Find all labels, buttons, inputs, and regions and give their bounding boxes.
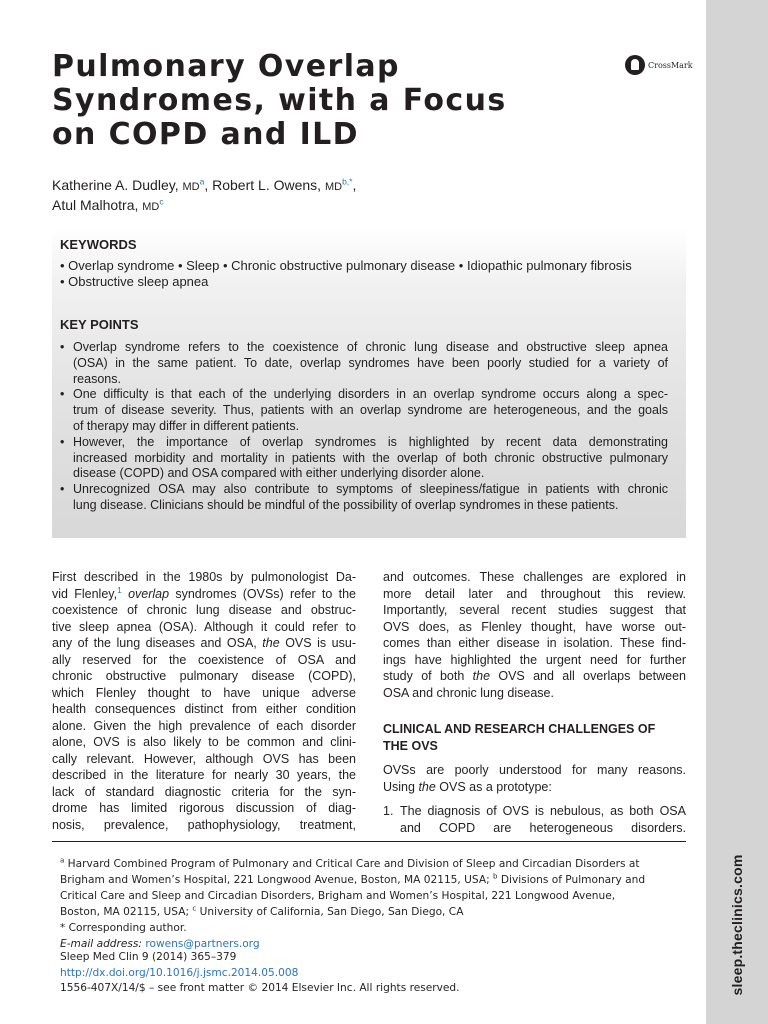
author-list bbox=[52, 176, 652, 216]
author-name: Robert L. Owens, bbox=[212, 177, 322, 193]
key-points-list bbox=[60, 340, 668, 514]
reference-link[interactable]: 1 bbox=[117, 584, 122, 595]
list-number: 1. bbox=[383, 804, 394, 818]
title-line: on COPD and ILD bbox=[52, 117, 359, 152]
author-degree: MD bbox=[182, 181, 200, 193]
journal-citation: Sleep Med Clin 9 (2014) 365–379 bbox=[60, 951, 237, 963]
numbered-list-item: 1. The diagnosis of OVS is nebulous, as both OSA and COPD are heterogeneous disorders. bbox=[383, 804, 686, 835]
key-point-item: • One difficulty is that each of the underlying disorders in an overlap syndrome occurs along a spec- trum of disease severity. Thus, patients with an overlap syndrome are heterogeneous, and the goals of therapy may differ in different patients. bbox=[60, 387, 668, 434]
author-affiliation-mark[interactable]: a bbox=[199, 176, 205, 187]
key-point-item: • However, the importance of overlap syndromes is highlighted by recent data demonstrating increased morbidity and mortality in patients with the overlap of both chronic obstructive pulmonary disease (COPD) and OSA compared with either underlying disorder alone. bbox=[60, 435, 668, 482]
affiliation-footnotes: $^a$ Harvard Combined Program of Pulmonary and Critical Care and Division of Sleep and Circadian Disorders at Brigham and Women’s Hospital, 221 Longwood Avenue, Boston, MA 02115, USA; $^b$ Divisions of Pulmonary and Critical Care and Sleep and Circadian Disorders, Brigham and Women’s Hospital, 221 Longwood Avenue, Boston, MA 02115, USA; $^c$ University of California, San Diego, San Diego, CA * Corresponding author. E-mail address: rowens@partners.org bbox=[60, 857, 680, 952]
author-line bbox=[52, 196, 652, 216]
title-line: Pulmonary Overlap bbox=[52, 49, 400, 84]
citation-block bbox=[60, 950, 460, 997]
crossmark-icon bbox=[625, 55, 645, 75]
author-degree: MD bbox=[324, 181, 343, 193]
author-affiliation-mark[interactable]: b,* bbox=[342, 176, 353, 187]
keywords-list bbox=[60, 258, 685, 290]
key-point-item: • Overlap syndrome refers to the coexistence of chronic lung disease and obstructive sleep apnea (OSA) in the same patient. To date, overlap syndromes have been poorly studied for a variety of reasons. bbox=[60, 340, 668, 387]
keywords-heading: KEYWORDS bbox=[60, 237, 137, 252]
crossmark-label: CrossMark bbox=[648, 60, 693, 70]
body-column-left: First described in the 1980s by pulmonologist Da- vid Flenley,$^1$ overlap syndromes (OVSs) refer to the coexistence of chronic lung disease and obstruc- tive sleep apnea (OSA). Although it could refer to any of the lung diseases and OSA, the OVS is usu- ally reserved for the coexistence of OSA and chronic obstructive pulmonary disease (COPD), which Flenley thought to have unique adverse health consequences distinct from either condition alone. Given the high prevalence of each disorder alone, OVS is also likely to be common and clini- cally relevant. However, although OVS has been described in the literature for nearly 30 years, the lack of standard diagnostic criteria for the syn- drome has limited rigorous discussion of diag- nosis, prevalence, pathophysiology, treatment, bbox=[52, 570, 356, 832]
keywords-line: • Obstructive sleep apnea bbox=[60, 274, 209, 289]
corresponding-author-note: * Corresponding author. bbox=[60, 921, 187, 934]
author-name: Katherine A. Dudley, bbox=[52, 177, 179, 193]
article-title bbox=[52, 50, 612, 152]
journal-url[interactable]: sleep.theclinics.com bbox=[729, 854, 745, 996]
footnote-divider bbox=[52, 841, 686, 842]
key-points-heading: KEY POINTS bbox=[60, 317, 139, 332]
section-heading: CLINICAL AND RESEARCH CHALLENGES OF THE OVS bbox=[383, 722, 656, 753]
email-label: E-mail address: bbox=[60, 937, 143, 950]
title-line: Syndromes, with a Focus bbox=[52, 83, 507, 118]
key-point-item: • Unrecognized OSA may also contribute to symptoms of sleepiness/fatigue in patients with chronic lung disease. Clinicians should be mindful of the possibility of overlap syndromes in these patients. bbox=[60, 482, 668, 514]
author-degree: MD bbox=[142, 201, 160, 213]
doi-link[interactable]: http://dx.doi.org/10.1016/j.jsmc.2014.05.008 bbox=[60, 966, 299, 979]
email-link[interactable]: rowens@partners.org bbox=[145, 937, 260, 950]
keywords-line: • Overlap syndrome • Sleep • Chronic obstructive pulmonary disease • Idiopathic pulmonary fibrosis bbox=[60, 258, 632, 273]
author-affiliation-mark[interactable]: c bbox=[159, 196, 164, 207]
crossmark-badge[interactable] bbox=[625, 55, 693, 75]
author-name: Atul Malhotra, bbox=[52, 197, 139, 213]
author-line: Katherine A. Dudley, $MD^a$, Robert L. Owens, $MD^{b,*}$, bbox=[52, 176, 357, 193]
body-column-right: and outcomes. These challenges are explored in more detail later and throughout this review. Importantly, several recent studies suggest that OVS does, as Flenley thought, have worse out- comes than either disease in isolation. These find- ings have highlighted the urgent need for further study of both the OVS and all overlaps between OSA and chronic lung disease. CLINICAL AND RESEARCH CHALLENGES OF THE OVS OVSs are poorly understood for many reasons. Using the OVS as a prototype: 1. The diagnosis of OVS is nebulous, as both OSA and COPD are heterogeneous disorders. bbox=[383, 570, 686, 835]
copyright-line: 1556-407X/14/$ – see front matter © 2014 Elsevier Inc. All rights reserved. bbox=[60, 982, 460, 994]
